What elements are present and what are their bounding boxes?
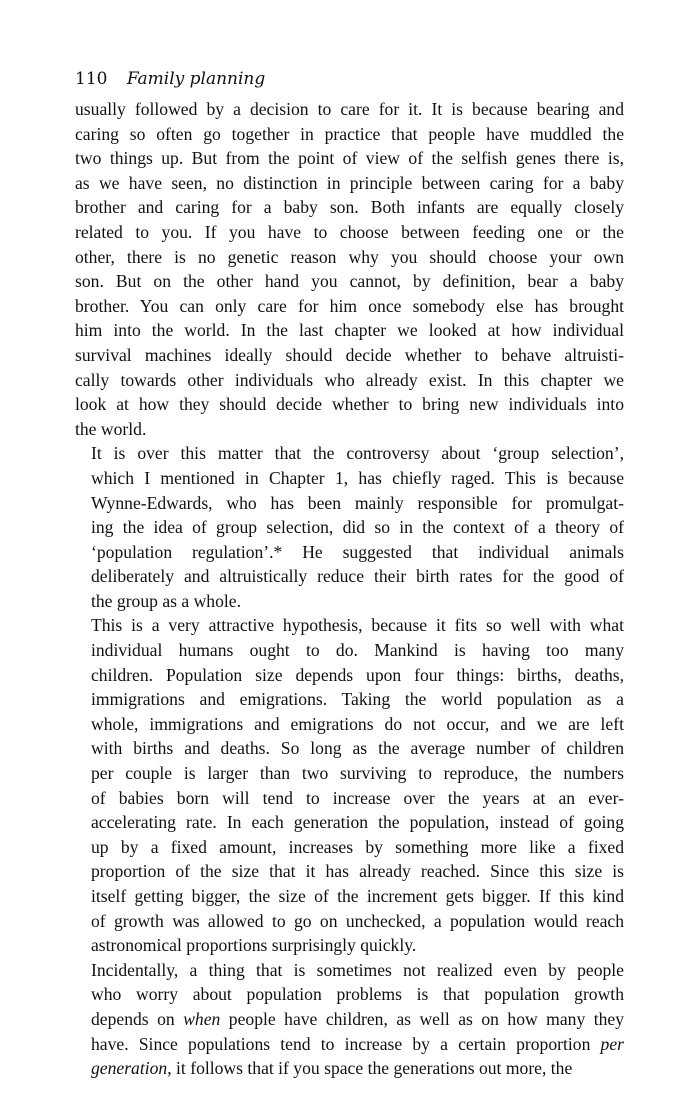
text-line: with births and deaths. So long as the average number of children [91,738,624,759]
text-line: This is a very attractive hypothesis, because it fits so well with what [91,615,624,636]
running-title: Family planning [126,69,266,89]
text-line: ‘population regulation’.* He suggested that individual animals [91,541,624,562]
text-line: ing the idea of group selection, did so in the context of a theory of [91,517,624,538]
text-line: brother and caring for a baby son. Both infants are equally closely [75,197,624,218]
text-line: look at how they should decide whether to bring new individuals into [75,394,624,415]
text-line: depends on when people have children, as well as on how many they [91,1008,625,1029]
text-line: proportion of the size that it has already reached. Since this size is [91,861,624,882]
page-number: 110 [75,69,108,89]
text-line: usually followed by a decision to care for it. It is because bearing and [75,99,624,119]
running-head [75,64,624,94]
text-line: as we have seen, no distinction in principle between caring for a baby [75,172,624,193]
text-line: brother. You can only care for him once somebody else has brought [75,295,624,316]
text-line: generation, it follows that if you space the generations out more, the [91,1058,573,1079]
text-line: astronomical proportions surprisingly quickly. [91,935,417,956]
text-line: him into the world. In the last chapter we looked at how individual [75,320,624,341]
text-line: which I mentioned in Chapter 1, has chiefly raged. This is because [91,467,624,488]
text-line: of growth was allowed to go on unchecked, a population would reach [91,910,624,931]
text-line: immigrations and emigrations. Taking the world population as a [91,689,624,710]
text-line: caring so often go together in practice that people have muddled the [75,123,624,144]
text-line: the world. [75,418,147,439]
text-line: who worry about population problems is that population growth [91,984,624,1005]
paragraph-3 [75,613,624,957]
text-line: children. Population size depends upon four things: births, deaths, [91,664,624,685]
text-line: individual humans ought to do. Mankind is having too many [91,640,624,661]
paragraph-4 [75,958,624,1081]
text-line: up by a fixed amount, increases by something more like a fixed [91,836,624,857]
text-line: cally towards other individuals who already exist. In this chapter we [75,369,624,390]
text-line: survival machines ideally should decide whether to behave altruisti- [75,344,624,365]
text-line: other, there is no genetic reason why you should choose your own [75,246,624,267]
text-line: accelerating rate. In each generation the population, instead of going [91,812,624,833]
text-line: son. But on the other hand you cannot, by definition, bear a baby [75,271,624,292]
text-line: two things up. But from the point of view of the selfish genes there is, [75,148,624,169]
text-line: whole, immigrations and emigrations do not occur, and we are left [91,713,624,734]
text-line: It is over this matter that the controversy about ‘group selection’, [91,443,624,464]
text-line: Wynne-Edwards, who has been mainly responsible for promulgat- [91,492,624,513]
text-line: the group as a whole. [91,590,241,611]
text-line: Incidentally, a thing that is sometimes not realized even by people [91,959,624,980]
text-line: itself getting bigger, the size of the increment gets bigger. If this kind [91,886,624,906]
text-line: deliberately and altruistically reduce their birth rates for the good of [91,566,624,587]
paragraph-1 [75,97,624,441]
body-text [75,97,624,1081]
text-line: have. Since populations tend to increase by a certain proportion per [91,1033,624,1054]
book-page [75,64,624,1081]
text-line: per couple is larger than two surviving to reproduce, the numbers [91,763,624,784]
text-line: related to you. If you have to choose between feeding one or the [75,221,624,242]
paragraph-2 [75,441,624,613]
text-line: of babies born will tend to increase over the years at an ever- [91,787,624,808]
